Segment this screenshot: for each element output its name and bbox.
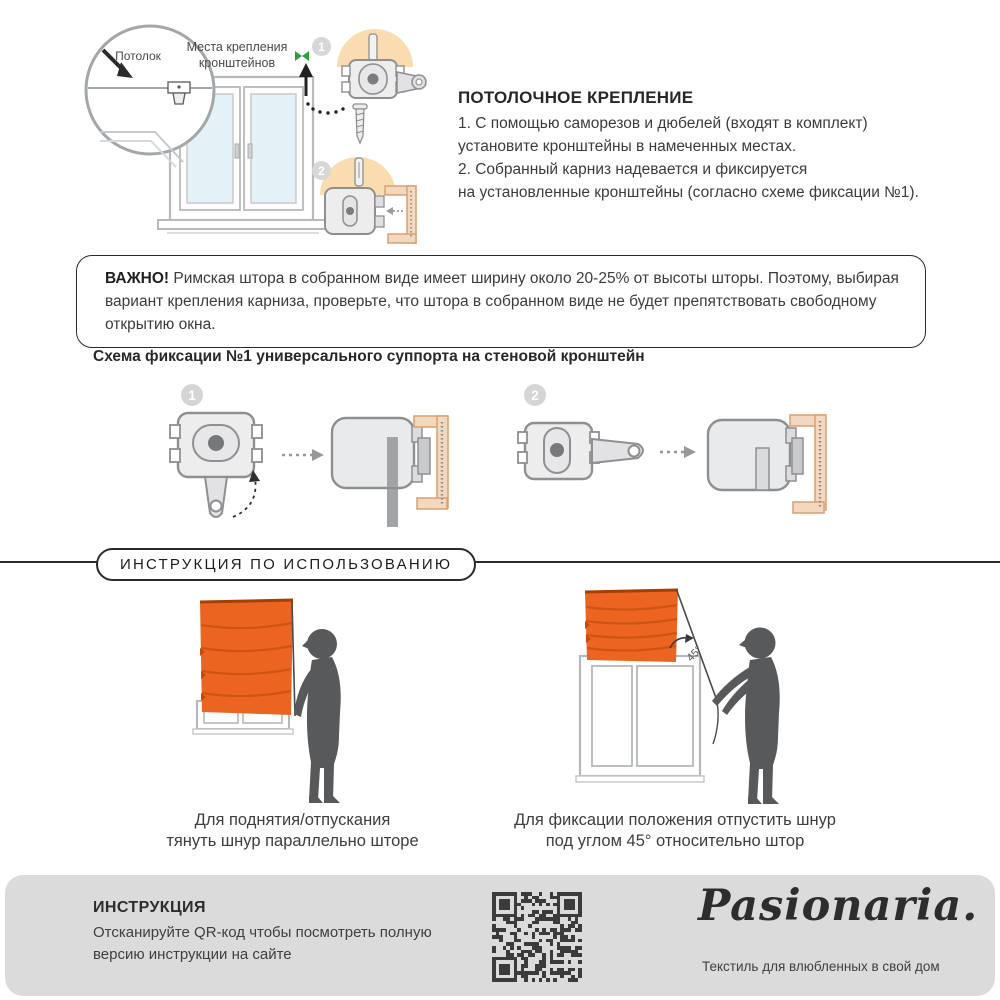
blind-cord (292, 601, 295, 716)
important-note-box (76, 255, 926, 348)
caption-right (495, 810, 855, 851)
ceiling-step-line: 1. С помощью саморезов и дюбелей (входят в комплект) (458, 115, 868, 132)
footer-line2: версию инструкции на сайте (93, 946, 292, 963)
caption-left-line2: тянуть шнур параллельно шторе (166, 831, 419, 850)
mount-points-label-line2: кронштейнов (198, 55, 276, 70)
ceiling-mount-title: ПОТОЛОЧНОЕ КРЕПЛЕНИЕ (458, 88, 694, 107)
window-drawing (576, 656, 704, 782)
usage-left-illustration (185, 588, 350, 808)
scheme2-assembled (708, 415, 826, 513)
angle-label: 45° (684, 643, 705, 665)
scheme-badge-1: 1 (181, 384, 203, 406)
roman-blind-drawing (200, 600, 293, 715)
footer (5, 875, 995, 996)
roman-blind-drawing (585, 590, 678, 662)
scheme1-arrow-icon (282, 449, 324, 461)
mount-points-label-line1: Места крепления (186, 40, 288, 54)
important-label: ВАЖНО! (105, 270, 170, 287)
rail-profile-icon (385, 186, 416, 243)
usage-section-header: ИНСТРУКЦИЯ ПО ИСПОЛЬЗОВАНИЮ (96, 548, 476, 581)
scheme1-assembled (332, 416, 448, 527)
step-badge-1: 1 (312, 37, 331, 56)
screw-icon (353, 104, 367, 143)
brand-tagline: Текстиль для влюбленных в свой дом (702, 959, 940, 974)
person-silhouette (712, 628, 780, 805)
important-text: Римская штора в собранном виде имеет ширину около 20-25% от высоты шторы. Поэтому, выбирая вариант крепления карниза, проверьте, что штора в собранном виде не будет препятствовать свободному открытию окна. (105, 270, 899, 333)
scheme-badge-2: 2 (524, 384, 546, 406)
footer-line1: Отсканируйте QR-код чтобы посмотреть полную (93, 924, 432, 941)
bracket-step2-illustration (320, 157, 416, 243)
fixation-scheme-diagrams (160, 382, 850, 544)
scheme1-bracket (170, 413, 262, 517)
caption-left (130, 810, 455, 851)
caption-left-line1: Для поднятия/отпускания (194, 811, 391, 829)
usage-right-illustration (570, 586, 815, 808)
ceiling-step-line: на установленные кронштейны (согласно схеме фиксации №1). (458, 184, 919, 201)
ceiling-mount-steps (458, 112, 919, 204)
fixation-scheme-title: Схема фиксации №1 универсального суппорта на стеновой кронштейн (93, 348, 645, 365)
scheme2-arrow-icon (660, 446, 696, 458)
qr-code (492, 892, 582, 982)
person-silhouette (294, 629, 341, 803)
ceiling-step-line: установите кронштейны в намеченных местах. (458, 138, 797, 155)
magnifier-label: Потолок (115, 49, 161, 63)
caption-right-line1: Для фиксации положения отпустить шнур (514, 811, 836, 829)
mount-points-label (170, 40, 304, 71)
brand-logo: Pasionaria. (698, 881, 979, 931)
scheme2-bracket (518, 423, 643, 479)
footer-title: ИНСТРУКЦИЯ (93, 899, 206, 916)
step-badge-2: 2 (312, 161, 331, 180)
bracket-step1-illustration (337, 29, 426, 143)
ceiling-step-line: 2. Собранный карниз надевается и фиксируется (458, 161, 808, 178)
caption-right-line2: под углом 45° относительно штор (545, 831, 805, 850)
